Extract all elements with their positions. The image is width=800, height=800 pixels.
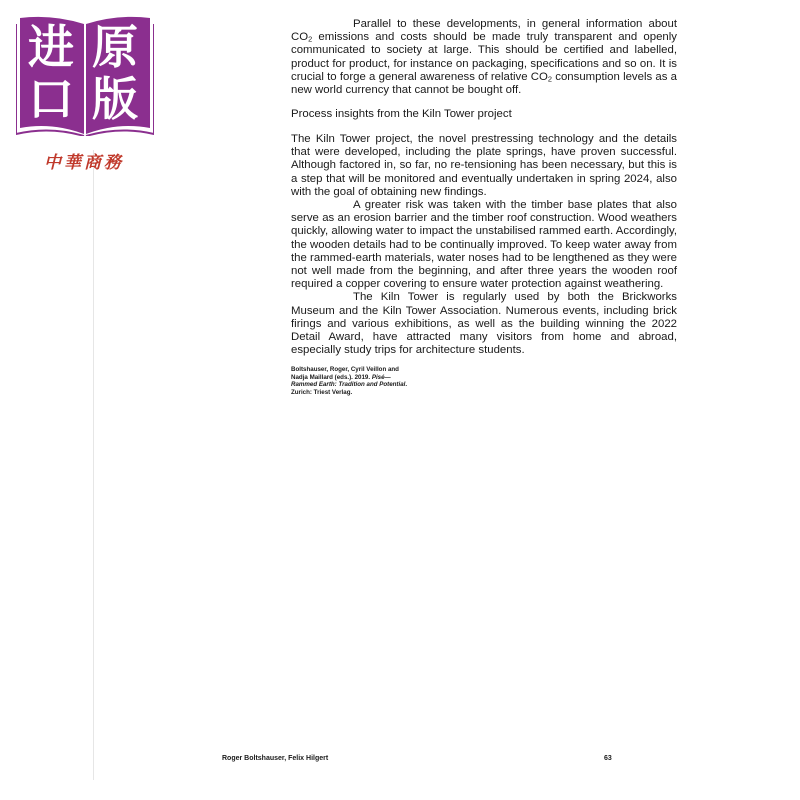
badge-char-yuan: 原: [92, 20, 138, 74]
badge-publisher-signature: 中華商務: [44, 153, 124, 173]
paragraph-timber-risk: A greater risk was taken with the timber base plates that also serve as an erosion barrier and the timber roof construction. Wood weathers quickly, allowing water to impact the unstabilised rammed earth. Accordingly, the wooden details had to be continually improved. To keep water away from the rammed-earth materials, water noses had to be lengthened as they were not well made from the beginning, and after three years the wooden roof required a copper covering to ensure water protection against weathering.: [291, 199, 677, 291]
intro-paragraph-block: [291, 18, 677, 97]
page-number: 63: [604, 755, 612, 762]
paragraph-kiln-usage: The Kiln Tower is regularly used by both the Brickworks Museum and the Kiln Tower Association. Numerous events, including brick firings and various exhibitions, as well as the building winning the 2022 Detail Award, have attracted many visitors from home and abroad, especially study trips for architecture students.: [291, 291, 677, 357]
co2-subscript-2: 2: [547, 74, 553, 84]
badge-characters: [22, 22, 146, 130]
reference-title: Pisé—Rammed Earth: Tradition and Potential: [291, 373, 406, 389]
kiln-tower-section: [291, 133, 677, 357]
reference-authors: Boltshauser, Roger, Cyril Veillon and Nadja Maillard (eds.). 2019.: [291, 366, 399, 381]
intro-text-c: consumption levels as a new world currency that cannot be bought off.: [291, 70, 678, 97]
intro-text-a: Parallel to these developments, in general information about CO: [291, 18, 677, 44]
badge-char-kou: 口: [28, 72, 74, 126]
imported-original-badge: [14, 14, 154, 173]
reference-note: [291, 366, 411, 396]
intro-paragraph: [291, 18, 677, 97]
footer-authors: Roger Boltshauser, Felix Hilgert: [222, 755, 329, 762]
reference-publisher: . Zurich: Triest Verlag.: [291, 381, 408, 396]
intro-text-b: emissions and costs should be made truly transparent and openly communicated to society at large. This should be certified and labelled, product for product, for instance on packaging, specifications and so on. It is crucial to forge a general awareness of relative CO: [291, 31, 677, 83]
badge-char-jin: 进: [28, 20, 74, 74]
paragraph-prestressing: The Kiln Tower project, the novel prestressing technology and the details that were developed, including the plate springs, have proven successful. Although factored in, so far, no re-tensioning has been necessary, but this is a step that will be monitored and eventually undertaken in spring 2024, also with the goal of obtaining new findings.: [291, 133, 677, 198]
page-gutter-divider: [93, 150, 94, 780]
badge-char-ban: 版: [92, 72, 138, 126]
co2-subscript-1: 2: [308, 34, 313, 44]
section-heading: Process insights from the Kiln Tower project: [291, 108, 512, 120]
